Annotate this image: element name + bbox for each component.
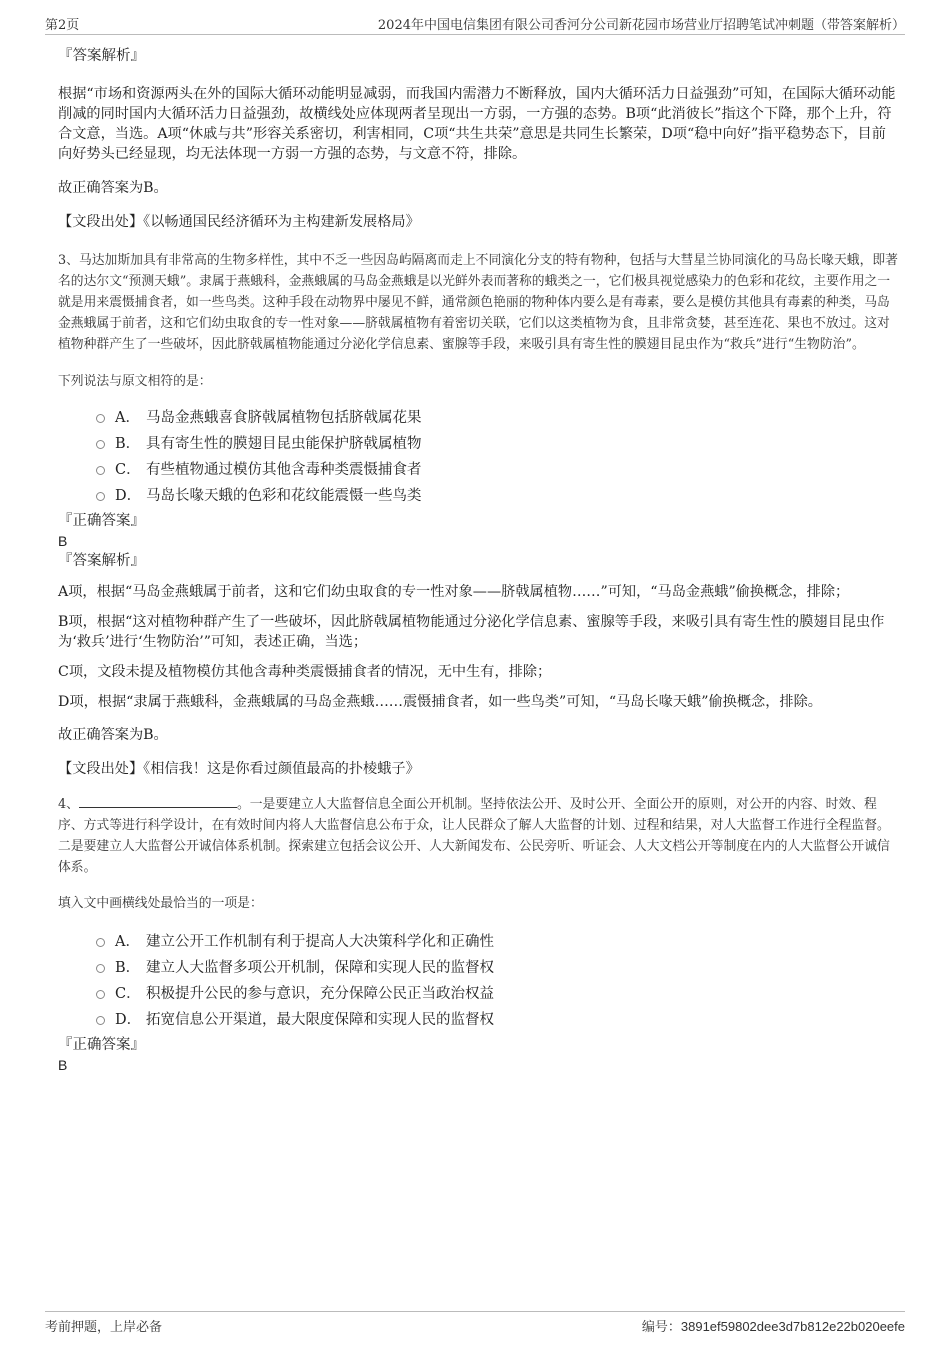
analysis-label: 『答案解析』 xyxy=(58,48,145,64)
option-letter: D． xyxy=(115,488,142,504)
analysis-item-d: D项，根据“隶属于燕蛾科，金燕蛾属的马岛金燕蛾……震慑捕食者，如一些鸟类”可知，“马岛长喙天蛾”偷换概念，排除。 xyxy=(58,694,822,710)
question-4-options xyxy=(58,929,898,1033)
option-4d[interactable] xyxy=(58,1007,898,1033)
page-footer xyxy=(45,1311,905,1334)
correct-answer-value: B xyxy=(58,533,68,549)
document-title: 2024年中国电信集团有限公司香河分公司新花园市场营业厅招聘笔试冲刺题（带答案解析） xyxy=(377,18,905,33)
question-4-passage xyxy=(58,794,898,878)
option-3a[interactable] xyxy=(58,405,898,431)
option-4c[interactable] xyxy=(58,981,898,1007)
option-3c[interactable] xyxy=(58,457,898,483)
analysis-item-a: A项，根据“马岛金燕蛾属于前者，这和它们幼虫取食的专一性对象——脐戟属植物……”可知，“马岛金燕蛾”偷换概念，排除； xyxy=(58,584,850,600)
analysis-item-b: B项，根据“这对植物种群产生了一些破坏，因此脐戟属植物能通过分泌化学信息素、蜜腺等手段，来吸引具有寄生性的膜翅目昆虫作为‘救兵’进行‘生物防治’”可知，表述正确，当选； xyxy=(58,614,885,650)
option-letter: D． xyxy=(115,1012,142,1028)
analysis-label: 『答案解析』 xyxy=(58,553,145,569)
option-text: 马岛长喙天蛾的色彩和花纹能震慑一些鸟类 xyxy=(146,488,422,504)
option-4b[interactable] xyxy=(58,955,898,981)
option-letter: A． xyxy=(115,410,140,426)
option-letter: C． xyxy=(115,986,141,1002)
option-text: 拓宽信息公开渠道，最大限度保障和实现人民的监督权 xyxy=(146,1012,494,1028)
radio-icon[interactable] xyxy=(96,938,105,947)
radio-icon[interactable] xyxy=(96,440,105,449)
source-text: 【文段出处】《以畅通国民经济循环为主构建新发展格局》 xyxy=(58,214,420,230)
analysis-text: 根据“市场和资源两头在外的国际大循环动能明显减弱，而我国内需潜力不断释放，国内大循环活力日益强劲”可知，在国际大循环动能削减的同时国内大循环活力日益强劲，故横线处应体现两者呈现出一方弱，一方强的态势。B项“此消彼长”指这个下降，那个上升，符合文意，当选。A项“休戚与共”形容关系密切，利害相同，C项“共生共荣”意思是共同生长繁荣，D项“稳中向好”指平稳势态下，目前向好势头已经显现，均无法体现一方弱一方强的态势，与文意不符，排除。 xyxy=(58,86,896,162)
option-letter: B． xyxy=(115,436,141,452)
page-header xyxy=(45,14,905,35)
question-3-options xyxy=(58,405,898,509)
code-label: 编号： xyxy=(641,1320,681,1335)
radio-icon[interactable] xyxy=(96,990,105,999)
option-letter: C． xyxy=(115,462,141,478)
question-3-passage-text: 马达加斯加具有非常高的生物多样性，其中不乏一些因岛屿隔离而走上不同演化分支的特有物种，包括与大彗星兰协同演化的马岛长喙天蛾，即著名的达尔文“预测天蛾”。隶属于燕蛾科，金燕蛾属的马岛金燕蛾是以光鲜外表而著称的蛾类之一，它们极具视觉感染力的色彩和花纹，主要作用之一就是用来震慑捕食者，如一些鸟类。这种手段在动物界中屡见不鲜，通常颜色艳丽的物种体内要么是有毒素，要么是模仿其他具有毒素的种类，马岛金燕蛾属于前者，这和它们幼虫取食的专一性对象——脐戟属植物有着密切关联，它们以这类植物为食，且非常贪婪，甚至连花、果也不放过。这对植物种群产生了一些破坏，因此脐戟属植物能通过分泌化学信息素、蜜腺等手段，来吸引具有寄生性的膜翅目昆虫作为“救兵”进行“生物防治”。 xyxy=(58,253,898,352)
conclusion-text: 故正确答案为B。 xyxy=(58,180,168,196)
question-3-number: 3、 xyxy=(58,253,79,268)
footer-slogan: 考前押题，上岸必备 xyxy=(45,1320,163,1335)
option-letter: B． xyxy=(115,960,141,976)
option-3d[interactable] xyxy=(58,483,898,509)
correct-answer-label: 『正确答案』 xyxy=(58,513,145,529)
question-4-number: 4、 xyxy=(58,797,79,812)
question-4-passage-text: 。一是要建立人大监督信息全面公开机制。坚持依法公开、及时公开、全面公开的原则，对公开的内容、时效、程序、方式等进行科学设计，在有效时间内将人大监督信息公布于众，让人民群众了解人大监督的计划、过程和结果，对人大监督工作进行全程监督。二是要建立人大监督公开诚信体系机制。探索建立包括会议公开、人大新闻发布、公民旁听、听证会、人大文档公开等制度在内的人大监督公开诚信体系。 xyxy=(58,797,890,875)
option-4a[interactable] xyxy=(58,929,898,955)
conclusion-text: 故正确答案为B。 xyxy=(58,727,168,743)
document-body xyxy=(58,44,898,1075)
document-code xyxy=(642,1316,905,1335)
radio-icon[interactable] xyxy=(96,964,105,973)
question-3-passage xyxy=(58,250,898,355)
option-3b[interactable] xyxy=(58,431,898,457)
option-text: 积极提升公民的参与意识，充分保障公民正当政治权益 xyxy=(146,986,494,1002)
option-letter: A． xyxy=(115,934,140,950)
option-text: 马岛金燕蛾喜食脐戟属植物包括脐戟属花果 xyxy=(146,410,422,426)
option-text: 建立公开工作机制有利于提高人大决策科学化和正确性 xyxy=(146,934,494,950)
question-3-prompt: 下列说法与原文相符的是： xyxy=(58,374,212,389)
option-text: 有些植物通过模仿其他含毒种类震慑捕食者 xyxy=(146,462,422,478)
radio-icon[interactable] xyxy=(96,414,105,423)
question-4-prompt: 填入文中画横线处最恰当的一项是： xyxy=(58,896,263,911)
page-number: 第2页 xyxy=(45,18,80,33)
source-text: 【文段出处】《相信我！这是你看过颜值最高的扑棱蛾子》 xyxy=(58,761,420,777)
analysis-item-c: C项，文段未提及植物模仿其他含毒种类震慑捕食者的情况，无中生有，排除； xyxy=(58,664,552,680)
code-value: 3891ef59802dee3d7b812e22b020eefe xyxy=(680,1319,905,1334)
radio-icon[interactable] xyxy=(96,1016,105,1025)
option-text: 具有寄生性的膜翅目昆虫能保护脐戟属植物 xyxy=(146,436,422,452)
answer-blank xyxy=(79,795,237,808)
radio-icon[interactable] xyxy=(96,492,105,501)
option-text: 建立人大监督多项公开机制，保障和实现人民的监督权 xyxy=(146,960,494,976)
correct-answer-value: B xyxy=(58,1057,68,1073)
radio-icon[interactable] xyxy=(96,466,105,475)
correct-answer-label: 『正确答案』 xyxy=(58,1037,145,1053)
